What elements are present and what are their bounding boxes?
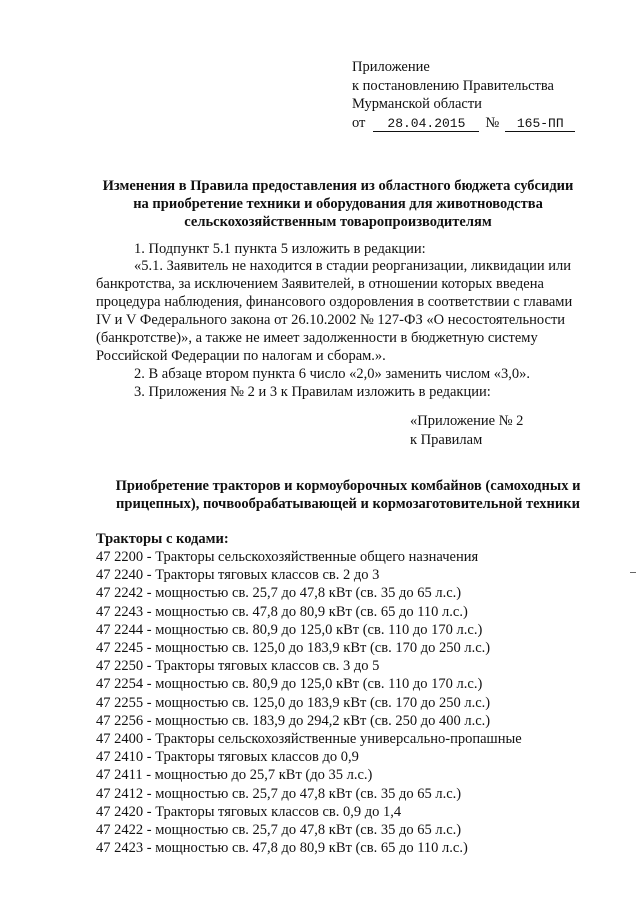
annex-line: «Приложение № 2: [410, 413, 524, 429]
code-row: 47 2243 - мощностью св. 47,8 до 80,9 кВт (св. 65 до 110 л.с.): [96, 603, 468, 620]
code-row: 47 2411 - мощностью до 25,7 кВт (до 35 л.с.): [96, 767, 373, 784]
code-row: 47 2242 - мощностью св. 25,7 до 47,8 кВт (св. 35 до 65 л.с.): [96, 585, 462, 602]
quote-line: Российской Федерации по налогам и сборам.».: [96, 347, 386, 364]
item-1: 1. Подпункт 5.1 пункта 5 изложить в редакции:: [134, 241, 426, 257]
code-row: 47 2254 - мощностью св. 80,9 до 125,0 кВт (св. 110 до 170 л.с.): [96, 676, 483, 693]
code-row: 47 2244 - мощностью св. 80,9 до 125,0 кВт (св. 110 до 170 л.с.): [96, 621, 483, 638]
quote-line: «5.1. Заявитель не находится в стадии реорганизации, ликвидации или: [134, 258, 572, 274]
quote-line: (банкротстве)», а также не имеет задолженности в бюджетную систему: [96, 329, 538, 346]
code-row: 47 2400 - Тракторы сельскохозяйственные универсально-пропашные: [96, 731, 522, 748]
section-title: [78, 477, 618, 513]
quoted-paragraph: [96, 258, 608, 365]
header-line-annex: Приложение: [352, 59, 430, 75]
approval-header: [352, 58, 622, 132]
annex-line: к Правилам: [410, 431, 483, 448]
code-row: 47 2250 - Тракторы тяговых классов св. 3 до 5: [96, 658, 380, 675]
header-line-resolution: к постановлению Правительства: [352, 77, 554, 94]
code-row: 47 2420 - Тракторы тяговых классов св. 0,9 до 1,4: [96, 803, 402, 820]
item-2: 2. В абзаце втором пункта 6 число «2,0» заменить числом «3,0».: [134, 366, 531, 382]
document-title: [78, 177, 598, 231]
section-title-line: Приобретение тракторов и кормоуборочных комбайнов (самоходных и: [115, 478, 581, 494]
annex-reference: [410, 412, 523, 449]
quote-line: банкротства, за исключением Заявителей, в отношении которых введена: [96, 275, 544, 292]
title-line: сельскохозяйственным товаропроизводителям: [184, 214, 492, 230]
quote-line: IV и V Федерального закона от 26.10.2002 № 127-ФЗ «О несостоятельности: [96, 311, 566, 328]
code-row: 47 2245 - мощностью св. 125,0 до 183,9 кВт (св. 170 до 250 л.с.): [96, 640, 491, 657]
code-row: 47 2410 - Тракторы тяговых классов до 0,9: [96, 749, 359, 766]
header-line-region: Мурманской области: [352, 96, 482, 112]
code-row: 47 2255 - мощностью св. 125,0 до 183,9 кВт (св. 170 до 250 л.с.): [96, 694, 491, 711]
margin-mark: [630, 572, 636, 573]
number-sign: №: [485, 114, 500, 131]
section-title-line: прицепных), почвообрабатывающей и кормозаготовительной техники: [116, 496, 580, 512]
code-row: 47 2423 - мощностью св. 47,8 до 80,9 кВт (св. 65 до 110 л.с.): [96, 840, 468, 857]
tractor-code-list: [96, 530, 616, 857]
resolution-date: 28.04.2015: [373, 116, 479, 132]
quote-line: процедура наблюдения, финансового оздоровления в соответствии с главами: [96, 293, 573, 310]
title-line: Изменения в Правила предоставления из областного бюджета субсидии: [102, 178, 574, 194]
item-3: 3. Приложения № 2 и 3 к Правилам изложить в редакции:: [134, 384, 491, 400]
resolution-number: 165-ПП: [505, 116, 575, 132]
code-row: 47 2256 - мощностью св. 183,9 до 294,2 кВт (св. 250 до 400 л.с.): [96, 712, 491, 729]
date-prefix: от: [352, 114, 366, 131]
code-row: 47 2422 - мощностью св. 25,7 до 47,8 кВт (св. 35 до 65 л.с.): [96, 822, 462, 839]
code-row: 47 2200 - Тракторы сельскохозяйственные общего назначения: [96, 549, 479, 565]
header-date-line: [352, 114, 622, 133]
codes-heading: Тракторы с кодами:: [96, 531, 229, 547]
title-line: на приобретение техники и оборудования для животноводства: [133, 196, 543, 212]
code-row: 47 2412 - мощностью св. 25,7 до 47,8 кВт (св. 35 до 65 л.с.): [96, 785, 462, 802]
code-row: 47 2240 - Тракторы тяговых классов св. 2 до 3: [96, 567, 380, 584]
